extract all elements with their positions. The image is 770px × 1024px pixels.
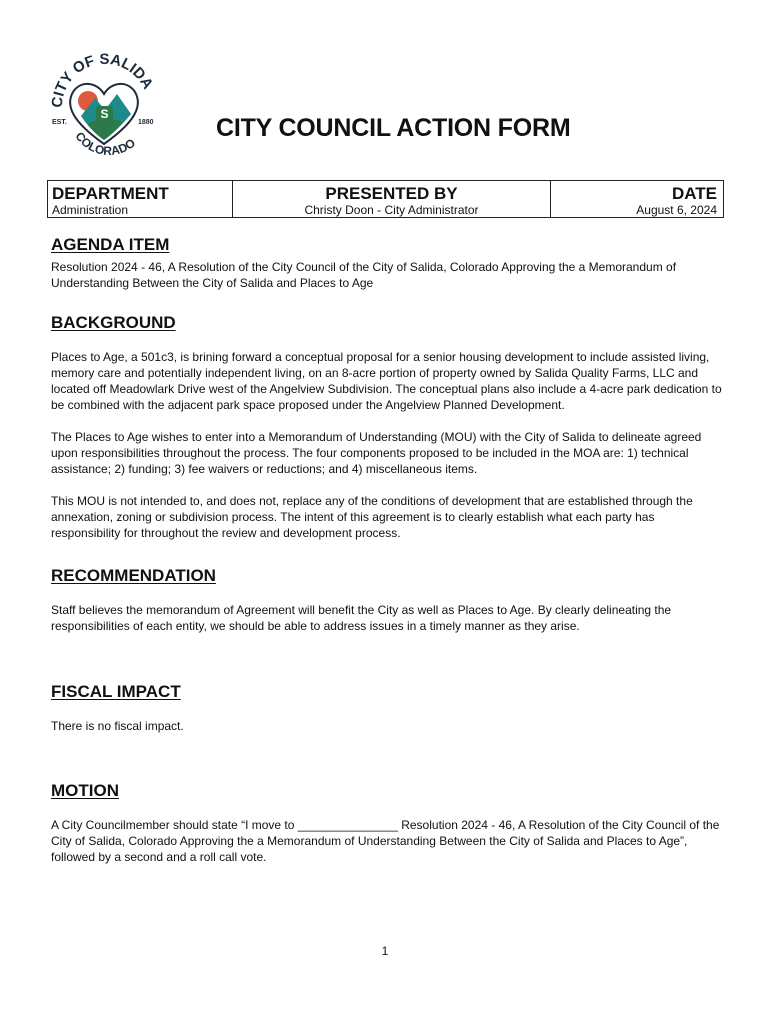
- date-cell: [550, 181, 723, 217]
- motion-heading: MOTION: [51, 781, 119, 800]
- department-cell: [48, 181, 232, 217]
- recommendation-heading: RECOMMENDATION: [51, 566, 216, 585]
- background-paragraph-2: The Places to Age wishes to enter into a Memorandum of Understanding (MOU) with the City of Salida to delineate agreed upon responsibilities throughout the process. The four components proposed to be included in the MOA are: 1) technical assistance; 2) funding; 3) fee waivers or reductions; and 4) miscellaneous items.: [51, 430, 702, 476]
- header-table: [47, 180, 724, 218]
- recommendation-text: Staff believes the memorandum of Agreement will benefit the City as well as Places to Age. By clearly delineating the responsibilities of each entity, we should be able to address issues in a timely manner as they arise.: [51, 603, 672, 633]
- background-paragraph-1: Places to Age, a 501c3, is brining forward a conceptual proposal for a senior housing development to include assisted living, memory care and potentially independent living, on an 8-acre portion of property owned by Salida Quality Farms, LLC and located off Meadowlark Drive west of the Angelview Subdivision. The conceptual plans also include a 4-acre park dedication to be combined with the adjacent park space proposed under the Angelview Planned Development.: [51, 350, 722, 412]
- motion-section: [51, 781, 723, 865]
- fiscal-impact-text: There is no fiscal impact.: [51, 719, 184, 733]
- date-label: DATE: [671, 184, 717, 203]
- background-heading: BACKGROUND: [51, 313, 176, 332]
- logo-est-year: 1880: [138, 119, 154, 126]
- department-label: DEPARTMENT: [52, 184, 169, 203]
- logo-bottom-textpath: COLORADO: [72, 129, 138, 159]
- logo-arc-textpath: CITY OF SALIDA: [48, 50, 157, 109]
- fiscal-impact-heading: FISCAL IMPACT: [51, 682, 181, 701]
- presented-by-value: Christy Doon - City Administrator: [304, 203, 479, 217]
- department-value: Administration: [52, 203, 129, 217]
- background-paragraph-3: This MOU is not intended to, and does not, replace any of the conditions of development that are established through the annexation, zoning or subdivision process. The intent of this agreement is to clearly establish what each party has responsibility for throughout the review and development process.: [51, 494, 693, 540]
- logo-center-letter: S: [100, 107, 109, 121]
- city-of-salida-logo: [43, 44, 165, 166]
- fiscal-impact-section: [51, 682, 723, 734]
- agenda-item-section: [51, 235, 723, 291]
- page-number: 1: [381, 944, 389, 958]
- motion-text: A City Councilmember should state “I move to _______________ Resolution 2024 - 46, A Resolution of the City Council of the City of Salida, Colorado Approving the a Memorandum of Understanding Between the City of Salida and Places to Age”, followed by a second and a roll call vote.: [51, 818, 720, 864]
- date-value: August 6, 2024: [636, 203, 717, 217]
- logo-est-label: EST.: [52, 119, 67, 126]
- page-title: CITY COUNCIL ACTION FORM: [216, 114, 571, 142]
- recommendation-section: [51, 566, 723, 634]
- agenda-item-heading: AGENDA ITEM: [51, 235, 170, 254]
- agenda-item-text: Resolution 2024 - 46, A Resolution of the City Council of the City of Salida, Colorado Approving the a Memorandum of Understanding Between the City of Salida and Places to Age: [51, 260, 677, 290]
- presented-by-label: PRESENTED BY: [325, 184, 458, 203]
- background-section: [51, 313, 723, 541]
- presented-by-cell: [232, 181, 550, 217]
